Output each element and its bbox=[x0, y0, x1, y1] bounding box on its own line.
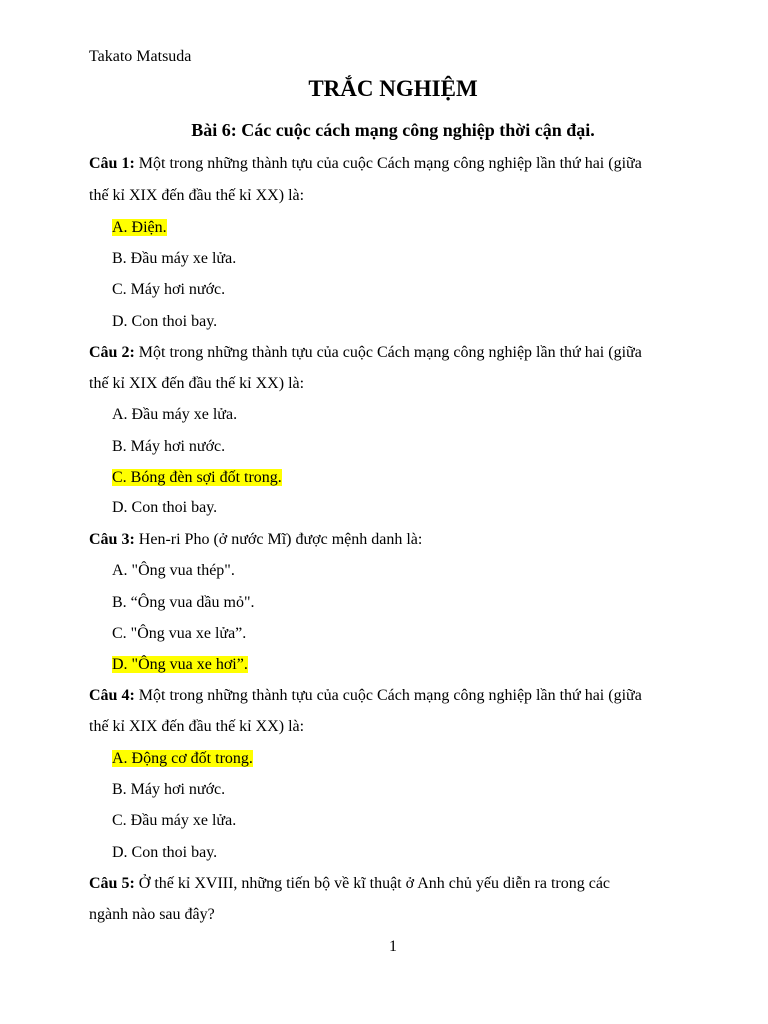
question-text: Hen-ri Pho (ở nước Mĩ) được mệnh danh là: bbox=[134, 531, 423, 548]
answer-option bbox=[112, 467, 282, 488]
answer-option bbox=[112, 217, 167, 238]
question-label: Câu 3: bbox=[89, 531, 135, 548]
question-text-continued: thế kỉ XIX đến đầu thế kỉ XX) là: bbox=[89, 187, 305, 204]
answer-option: A. "Ông vua thép". bbox=[112, 562, 235, 579]
answer-option: C. Máy hơi nước. bbox=[112, 281, 226, 298]
question-4 bbox=[89, 685, 642, 706]
question-label: Câu 1: bbox=[89, 155, 135, 172]
question-label: Câu 5: bbox=[89, 875, 135, 892]
question-1 bbox=[89, 153, 642, 174]
question-label: Câu 4: bbox=[89, 687, 135, 704]
question-label: Câu 2: bbox=[89, 344, 135, 361]
question-text-continued: ngành nào sau đây? bbox=[89, 906, 215, 923]
question-text-continued: thế kỉ XIX đến đầu thế kỉ XX) là: bbox=[89, 718, 305, 735]
answer-option: D. Con thoi bay. bbox=[112, 844, 218, 861]
answer-option: D. Con thoi bay. bbox=[112, 313, 218, 330]
page-number: 1 bbox=[389, 938, 397, 955]
answer-option: B. Máy hơi nước. bbox=[112, 438, 226, 455]
question-text: Một trong những thành tựu của cuộc Cách mạng công nghiệp lần thứ hai (giữa bbox=[134, 155, 642, 172]
question-2 bbox=[89, 342, 642, 363]
answer-option: B. Máy hơi nước. bbox=[112, 781, 226, 798]
answer-option: D. Con thoi bay. bbox=[112, 499, 218, 516]
question-5 bbox=[89, 873, 610, 894]
author-name: Takato Matsuda bbox=[89, 48, 192, 65]
highlighted-answer: A. Điện. bbox=[112, 219, 167, 236]
lesson-subtitle: Bài 6: Các cuộc cách mạng công nghiệp thời cận đại. bbox=[191, 120, 595, 140]
question-3 bbox=[89, 529, 422, 550]
page-title: TRẮC NGHIỆM bbox=[308, 76, 478, 101]
question-text: Một trong những thành tựu của cuộc Cách mạng công nghiệp lần thứ hai (giữa bbox=[134, 344, 642, 361]
answer-option bbox=[112, 654, 248, 675]
question-text: Một trong những thành tựu của cuộc Cách mạng công nghiệp lần thứ hai (giữa bbox=[134, 687, 642, 704]
highlighted-answer: D. "Ông vua xe hơi”. bbox=[112, 656, 248, 673]
question-text: Ở thế kỉ XVIII, những tiến bộ về kĩ thuật ở Anh chủ yếu diễn ra trong các bbox=[134, 875, 611, 892]
answer-option: B. Đầu máy xe lửa. bbox=[112, 250, 237, 267]
highlighted-answer: C. Bóng đèn sợi đốt trong. bbox=[112, 469, 282, 486]
answer-option: C. "Ông vua xe lửa”. bbox=[112, 625, 247, 642]
highlighted-answer: A. Động cơ đốt trong. bbox=[112, 750, 253, 767]
question-text-continued: thế kỉ XIX đến đầu thế kỉ XX) là: bbox=[89, 375, 305, 392]
answer-option: A. Đầu máy xe lửa. bbox=[112, 406, 238, 423]
answer-option: B. “Ông vua dầu mỏ". bbox=[112, 594, 255, 611]
answer-option: C. Đầu máy xe lửa. bbox=[112, 812, 237, 829]
answer-option bbox=[112, 748, 253, 769]
